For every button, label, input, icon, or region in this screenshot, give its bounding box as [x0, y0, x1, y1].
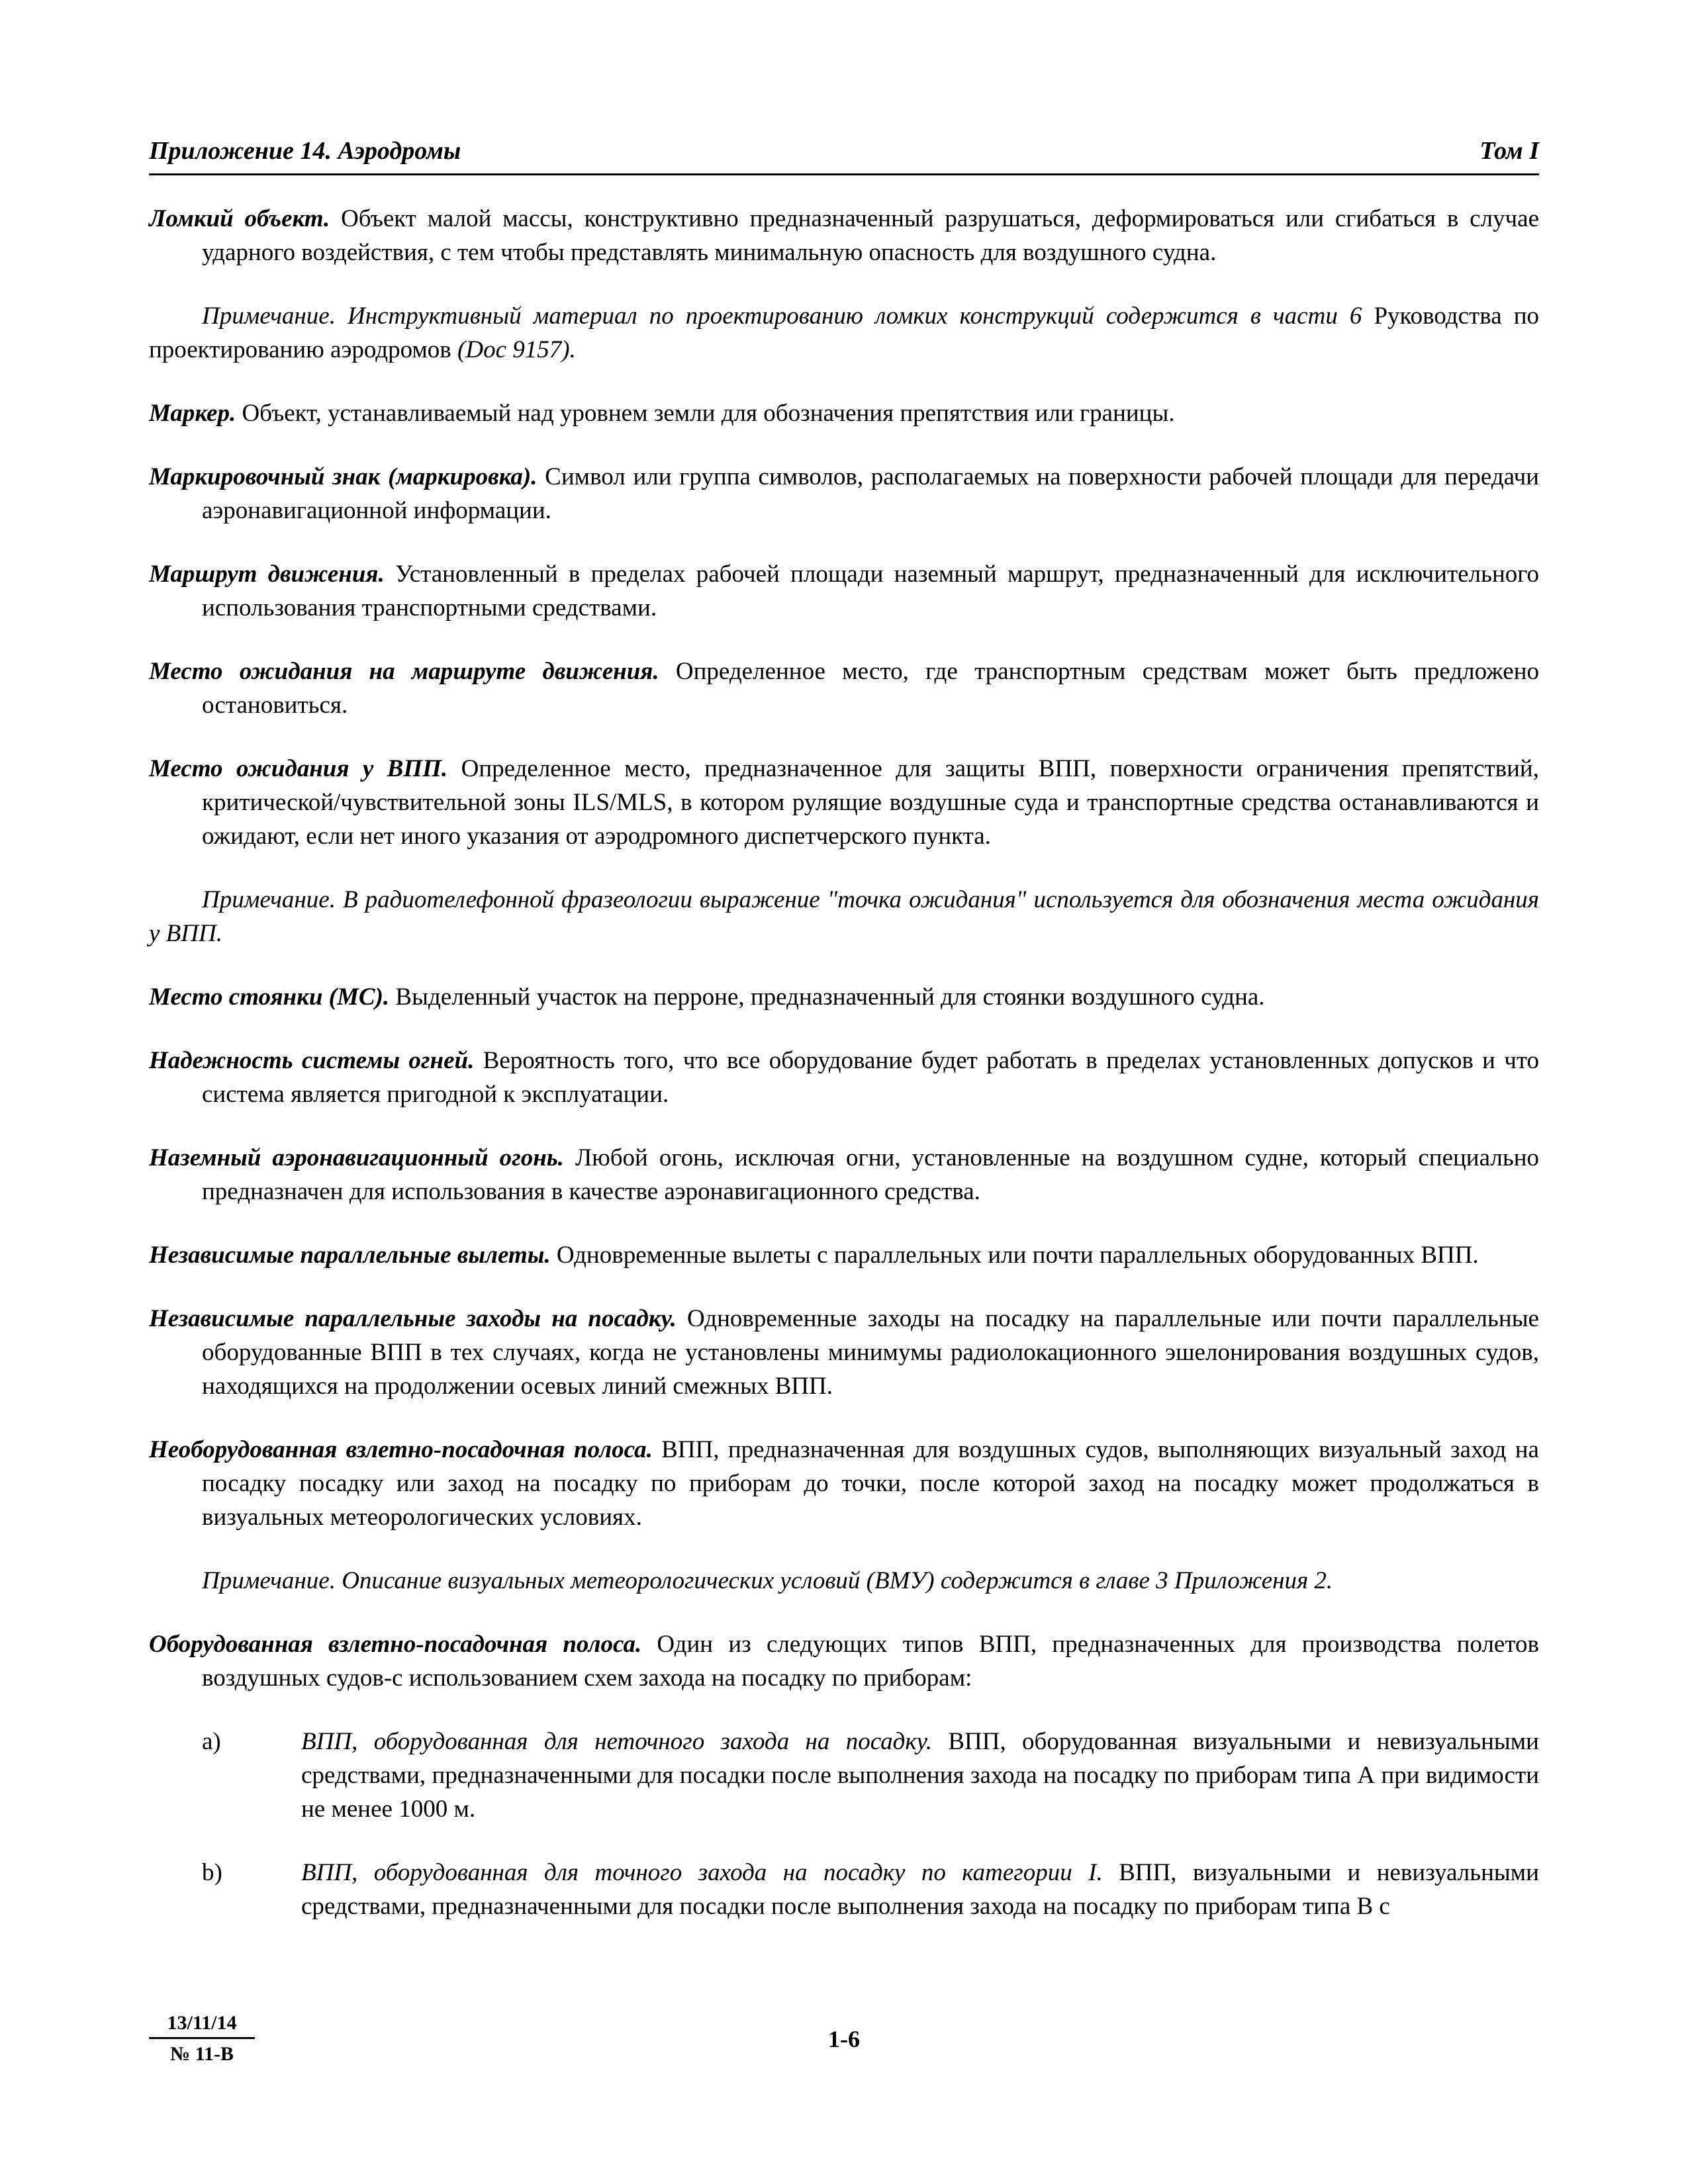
note-text: (Doc 9157). [451, 336, 576, 363]
note [149, 299, 1539, 367]
definition [149, 655, 1539, 722]
definition [149, 1302, 1539, 1403]
definition-text: Одновременные вылеты с параллельных или почти параллельных оборудованных ВПП. [550, 1242, 1479, 1269]
definition [149, 1141, 1539, 1208]
list-item [202, 1725, 1539, 1826]
definition [149, 980, 1539, 1014]
note-text: Примечание. Инструктивный материал по проектированию ломких конструкций содержится в части 6 [202, 302, 1362, 330]
list-item-term: ВПП, оборудованная для неточного захода на посадку. [301, 1728, 933, 1755]
note-text: Руководства по проектированию аэродромов [149, 302, 1540, 363]
definition-text: Выделенный участок на перроне, предназначенный для стоянки воздушного судна. [389, 983, 1265, 1011]
list-item-text: ВПП, визуальными и невизуальными средствами, предназначенными для посадки после выполнения захода на посадку по приборам типа В с [301, 1859, 1540, 1920]
definition-term: Маркер. [149, 400, 236, 427]
document-page [149, 0, 1539, 2184]
note-text: Примечание. Описание визуальных метеорологических условий (ВМУ) содержится в главе 3 Приложения 2. [202, 1567, 1333, 1594]
definition [149, 396, 1539, 430]
definition-term: Необорудованная взлетно-посадочная полоса. [149, 1436, 653, 1463]
list-item-term: ВПП, оборудованная для точного захода на посадку по категории I. [301, 1859, 1103, 1886]
definition-term: Наземный аэронавигационный огонь. [149, 1144, 564, 1171]
definition [149, 752, 1539, 853]
definition-term: Маркировочный знак (маркировка). [149, 463, 538, 490]
definition [149, 557, 1539, 625]
definition-text: ВПП, предназначенная для воздушных судов, выполняющих визуальный заход на посадку посадку или заход на посадку по приборам до точки, после которой заход на посадку может продолжаться в визуальных метеорологических условиях. [202, 1436, 1539, 1531]
list-item-marker: a) [202, 1728, 221, 1755]
header-title: Приложение 14. Аэродромы [149, 137, 461, 165]
definition-term: Место ожидания у ВПП. [149, 755, 448, 782]
document-body [149, 202, 1539, 1953]
footer-amendment: № 11-В [170, 2043, 234, 2065]
list-item [202, 1856, 1539, 1923]
definition-term: Место стоянки (МС). [149, 983, 390, 1011]
list-item-marker: b) [202, 1859, 222, 1886]
footer-date: 13/11/14 [149, 2012, 255, 2039]
definition [149, 1238, 1539, 1272]
definition-text: Определенное место, где транспортным средствам может быть предложено остановиться. [202, 658, 1539, 719]
definition [149, 202, 1539, 269]
definition-term: Независимые параллельные вылеты. [149, 1242, 551, 1269]
header-volume: Том I [1479, 137, 1539, 165]
definition-term: Оборудованная взлетно-посадочная полоса. [149, 1631, 642, 1658]
definition-text: Символ или группа символов, располагаемых на поверхности рабочей площади для передачи аэронавигационной информации. [202, 463, 1539, 524]
note [149, 883, 1539, 950]
note-text: Примечание. В радиотелефонной фразеологии выражение "точка ожидания" используется для обозначения места ожидания у ВПП. [149, 886, 1539, 947]
definition-text: Объект, устанавливаемый над уровнем земли для обозначения препятствия или границы. [236, 400, 1175, 427]
definition-text: Одновременные заходы на посадку на параллельные или почти параллельные оборудованные ВПП в тех случаях, когда не установлены минимумы радиолокационного эшелонирования воздушных судов, находящихся на продолжении осевых линий смежных ВПП. [202, 1305, 1539, 1400]
definition-term: Ломкий объект. [149, 205, 330, 232]
definition [149, 1433, 1539, 1534]
note [149, 1564, 1539, 1598]
definition [149, 1044, 1539, 1111]
definition-term: Независимые параллельные заходы на посадку. [149, 1305, 677, 1332]
definition-text: Вероятность того, что все оборудование будет работать в пределах установленных допусков и что система является пригодной к эксплуатации. [202, 1047, 1539, 1108]
definition-text: Установленный в пределах рабочей площади наземный маршрут, предназначенный для исключительного использования транспортными средствами. [202, 561, 1539, 621]
definition-text: Один из следующих типов ВПП, предназначенных для производства полетов воздушных судов-с использованием схем захода на посадку по приборам: [202, 1631, 1539, 1692]
definition-text: Определенное место, предназначенное для защиты ВПП, поверхности ограничения препятствий, критической/чувствительной зоны ILS/MLS, в котором рулящие воздушные суда и транспортные средства останавливаются и ожидают, если нет иного указания от аэродромного диспетчерского пункта. [202, 755, 1539, 850]
definition-term: Маршрут движения. [149, 561, 385, 588]
list-item-text: ВПП, оборудованная визуальными и невизуальными средствами, предназначенными для посадки после выполнения захода на посадку по приборам типа А при видимости не менее 1000 м. [301, 1728, 1539, 1823]
page-header [149, 132, 1539, 175]
definition-text: Объект малой массы, конструктивно предназначенный разрушаться, деформироваться или сгибаться в случае ударного воздействия, с тем чтобы представлять минимальную опасность для воздушного судна. [202, 205, 1540, 266]
definition-term: Место ожидания на маршруте движения. [149, 658, 659, 685]
definition [149, 1627, 1539, 1695]
definition-text: Любой огонь, исключая огни, установленные на воздушном судне, который специально предназначен для использования в качестве аэронавигационного средства. [202, 1144, 1539, 1205]
page-number: 1-6 [828, 2026, 860, 2052]
definition [149, 460, 1539, 527]
definition-term: Надежность системы огней. [149, 1047, 475, 1074]
